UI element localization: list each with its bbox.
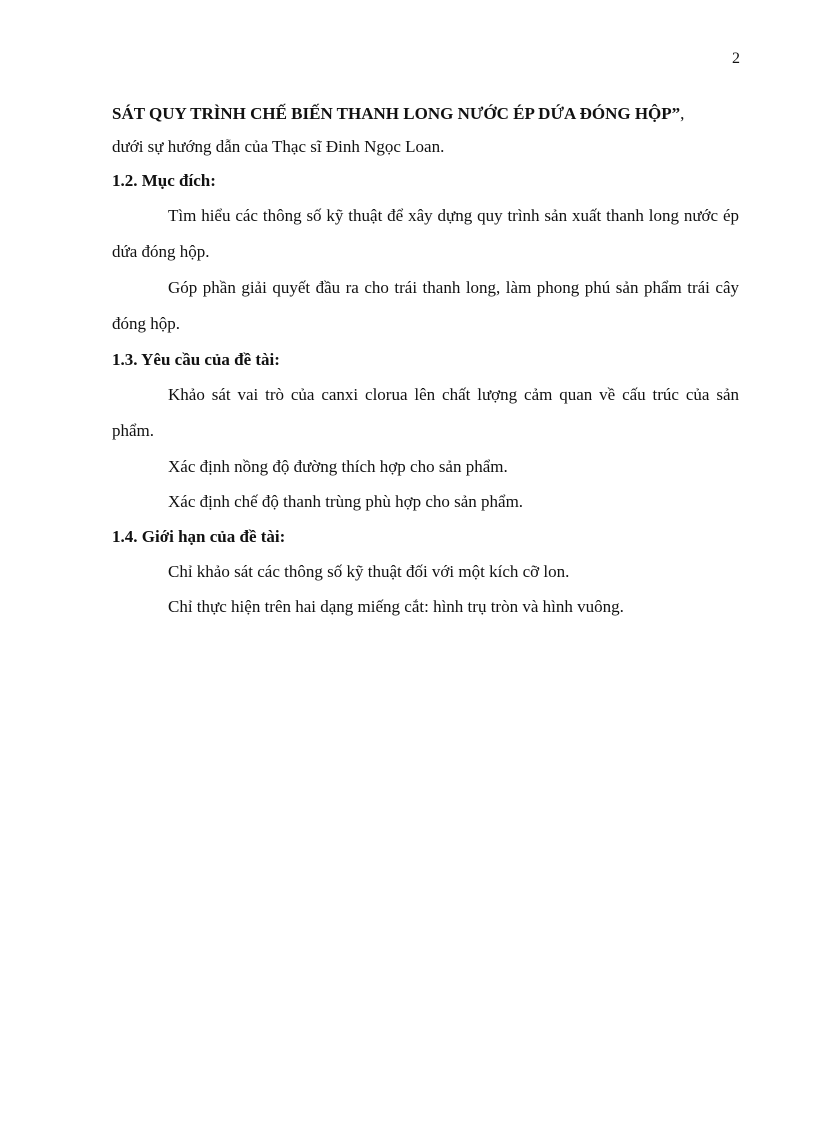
requirements-paragraph-1: Khảo sát vai trò của canxi clorua lên chất lượng cảm quan về cấu trúc của sản phẩm.: [112, 385, 739, 440]
title-comma: ,: [680, 104, 685, 123]
title-continuation: SÁT QUY TRÌNH CHẾ BIẾN THANH LONG NƯỚC ÉP DỨA ĐÓNG HỘP”: [112, 104, 681, 123]
page-number: 2: [732, 50, 740, 67]
requirements-paragraph-3: Xác định chế độ thanh trùng phù hợp cho sản phẩm.: [168, 492, 524, 511]
supervisor-line: dưới sự hướng dẫn của Thạc sĩ Đinh Ngọc Loan.: [112, 137, 445, 156]
page-body: [112, 97, 739, 624]
title-line: [112, 97, 739, 130]
section-heading-requirements: 1.3. Yêu cầu của đề tài:: [112, 350, 280, 369]
requirements-paragraph-2: Xác định nồng độ đường thích hợp cho sản phẩm.: [168, 457, 508, 476]
purpose-paragraph-2: Góp phần giải quyết đầu ra cho trái thanh long, làm phong phú sản phẩm trái cây đóng hộp.: [112, 278, 739, 333]
section-heading-purpose: 1.2. Mục đích:: [112, 171, 216, 190]
section-heading-scope: 1.4. Giới hạn của đề tài:: [112, 527, 286, 546]
scope-paragraph-1: Chỉ khảo sát các thông số kỹ thuật đối với một kích cỡ lon.: [168, 562, 570, 581]
scope-paragraph-2: Chỉ thực hiện trên hai dạng miếng cắt: hình trụ tròn và hình vuông.: [168, 597, 624, 616]
purpose-paragraph-1: Tìm hiểu các thông số kỹ thuật để xây dựng quy trình sản xuất thanh long nước ép dứa đóng hộp.: [112, 206, 739, 261]
